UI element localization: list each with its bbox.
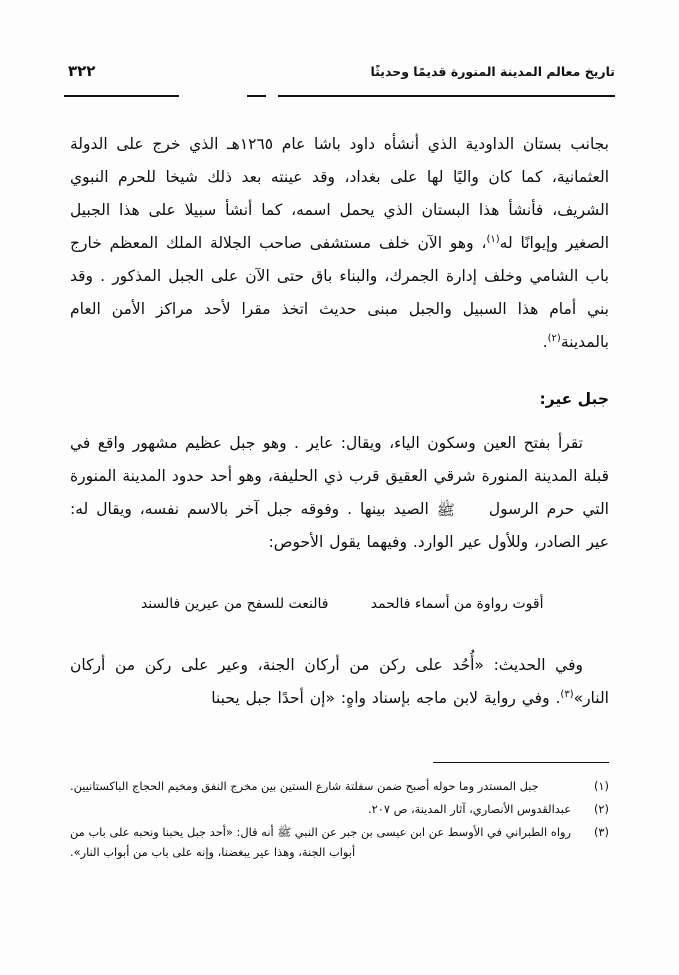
para1-part2: ، وهو الآن خلف مستشفى صاحب الجلالة الملك المعظم خارج باب الشامي وخلف إدارة الجمرك، والبناء باق حتى الآن على الجبل المذكور . وقد بني أمام هذا السبيل والجبل مبنى حديث اتخذ مقرا لأحد مراكز الأمن العام بالمدينة [70,234,609,351]
verse-line [70,589,609,619]
body-column [70,128,609,715]
footnote-ref-3[interactable]: (٣) [560,688,574,700]
para1-part1: بجانب بستان الداودية الذي أنشأه داود باشا عام ١٢٦٥هـ الذي خرج على الدولة العثمانية، كما كان واليًا لها على بغداد، وقد عينته بعد ذلك شيخا للحرم النبوي الشريف، فأنشأ هذا البستان الذي يحمل اسمه، كما أنشأ سبيلا على هذا الجبيل الصغير وإيوانًا له [70,135,609,252]
footnote-item [70,799,609,819]
footnote-marker: (٢) [593,802,609,816]
header-rule-gap-a [179,93,247,98]
paragraph-daudiyya [70,128,609,359]
spacer-after-heading [70,413,609,427]
footnote-text: جبل المستدر وما حوله أصبح ضمن سفلتة شارع الستين بين مخرج النفق ومخيم الحجاج الباكستانيين. [70,779,539,793]
verse-hemistich-left: فالنعت للسفح من عيرين فالسند [140,596,329,612]
footnote-separator [433,762,609,763]
sallallahu-alayhi-wasallam-icon: ﷺ [436,501,455,519]
header-rule [64,95,615,97]
book-title: تاريخ معالم المدينة المنورة قديمًا وحديثًا [370,64,615,79]
footnote-ref-1[interactable]: (١) [486,233,500,245]
footnotes-block [70,776,609,865]
running-head-row [64,62,615,80]
footnote-marker: (١) [593,779,609,793]
footnote-item [70,776,609,796]
spacer-before-heading [70,359,609,385]
section-heading-jabal-ayr: جبل عير: [539,390,609,408]
footnote-item [70,822,609,862]
spacer-after-verse [70,619,609,649]
paragraph-hadith [70,649,609,715]
para2-part1: تقرأ بفتح العين وسكون الياء، ويقال: عاير . وهو جبل عظيم مشهور واقع في قبلة المدينة المنورة شرقي العقيق قرب ذي الحليفة، وهو أحد حدود المدينة المنورة التي حرم الرسول [70,434,609,518]
footnote-marker: (٣) [593,825,609,839]
page-number: ٣٢٢ [68,62,96,80]
footnote-ref-2[interactable]: (٢) [547,332,561,344]
para3-part1: وفي الحديث: «أُحُد على ركن من أركان الجنة، وعير على ركن من أركان النار» [70,656,609,707]
paragraph-jabal-ayr-desc [70,427,609,559]
footnote-text: عبدالقدوس الأنصاري، آثار المدينة، ص ٢٠٧. [367,802,571,816]
footnote-text: رواه الطبراني في الأوسط عن ابن عيسى بن جبر عن النبي ﷺ أنه قال: «أحد جبل يحبنا ونحبه على باب من أبواب الجنة، وهذا عير يبغضنا، وإنه على باب من أبواب النار». [70,825,571,859]
verse-hemistich-right: أقوت رواوة من أسماء فالحمد [370,596,544,612]
para2-part2: الصيد بينها . وفوقه جبل آخر بالاسم نفسه، ويقال له: عير الصادر، وللأول عير الوارد. وفيهما يقول الأحوص: [70,500,609,551]
para1-part3: . [542,333,548,351]
para3-part2: . وفي رواية لابن ماجه بإسناد واهٍ: «إن أحدًا جبل يحبنا [211,689,561,707]
running-head [64,62,615,104]
header-rule-gap-b [266,93,278,98]
spacer-before-verse [70,559,609,589]
